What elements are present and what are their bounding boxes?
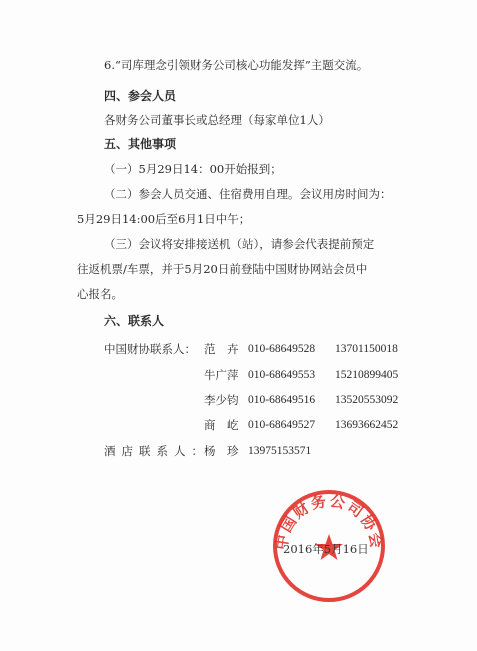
contact-name: 范 卉 <box>204 342 239 356</box>
other-item-3-line2: 往返机票/车票，并于5月20日前登陆中国财协网站会员中 <box>77 262 368 276</box>
contact-name: 李少钧 <box>204 393 239 407</box>
section-heading-contacts: 六、联系人 <box>104 314 165 328</box>
hotel-contact-name: 杨 珍 <box>204 444 239 458</box>
section-heading-attendees: 四、参会人员 <box>104 89 177 103</box>
attendees-text: 各财务公司董事长或总经理（每家单位1人） <box>104 113 330 127</box>
contact-name: 商 屹 <box>204 418 239 432</box>
contact-group-label-cafc: 中国财协联系人： <box>104 342 196 356</box>
contact-mobile: 13693662452 <box>335 419 399 431</box>
other-item-1: （一）5月29日14：00开始报到； <box>104 162 282 176</box>
contact-phone: 010-68649553 <box>248 369 316 381</box>
contact-phone: 010-68649516 <box>248 394 316 406</box>
other-item-2-line2: 5月29日14:00后至6月1日中午； <box>77 212 251 226</box>
contact-group-label-hotel: 酒店联系人： <box>104 444 209 458</box>
contact-mobile: 13520553092 <box>335 394 399 406</box>
document-date: 2016年5月16日 <box>283 542 369 556</box>
other-item-3-line3: 心报名。 <box>77 287 123 301</box>
seal-text: 中国财务公司协会 <box>272 491 386 552</box>
contact-mobile: 15210899405 <box>335 369 399 381</box>
contact-mobile: 13701150018 <box>335 343 398 355</box>
other-item-3-line1: （三）会议将安排接送机（站），请参会代表提前预定 <box>104 237 375 251</box>
contact-phone: 010-68649527 <box>248 419 316 431</box>
section-heading-other-matters: 五、其他事项 <box>104 137 177 151</box>
agenda-item-6: 6.“司库理念引领财务公司核心功能发挥”主题交流。 <box>104 58 369 72</box>
hotel-contact-mobile: 13975153571 <box>248 445 312 457</box>
other-item-2-line1: （二）参会人员交通、住宿费用自理。会议用房时间为： <box>104 187 392 201</box>
contact-name: 牛广萍 <box>204 368 239 382</box>
contact-phone: 010-68649528 <box>248 343 316 355</box>
